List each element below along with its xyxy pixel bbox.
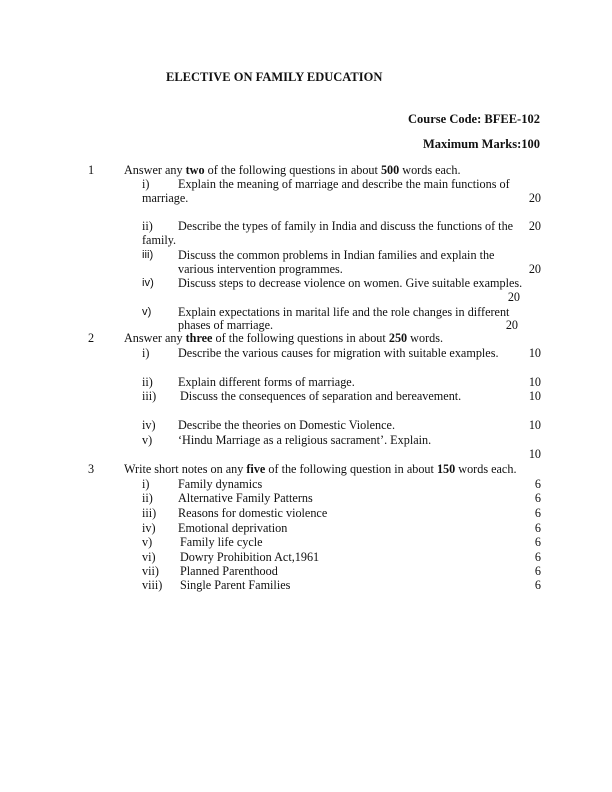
document-title: ELECTIVE ON FAMILY EDUCATION (166, 70, 383, 84)
item-number: ii) (142, 491, 153, 505)
item-number: iv) (142, 418, 156, 432)
item-marks: 6 (534, 477, 541, 491)
question-instruction (124, 163, 461, 177)
item-number: v) (142, 306, 152, 318)
instruction-word-count: 250 (388, 331, 408, 345)
item-number: iii) (142, 389, 157, 403)
item-marks: 6 (534, 491, 541, 505)
item-number: i) (142, 346, 150, 360)
item-text: Planned Parenthood (180, 564, 278, 578)
item-text: Family dynamics (178, 477, 263, 491)
item-number: iii) (142, 249, 154, 261)
item-marks: 6 (534, 564, 541, 578)
instruction-text: Write short notes on any (124, 462, 247, 476)
question-number: 2 (88, 331, 95, 345)
item-marks: 10 (528, 375, 541, 389)
item-marks: 10 (528, 389, 541, 403)
item-marks: 20 (528, 262, 541, 276)
item-marks: 20 (528, 191, 541, 205)
instruction-text: words. (407, 331, 444, 345)
item-number: iii) (142, 506, 157, 520)
item-marks: 6 (534, 550, 541, 564)
instruction-count: two (185, 163, 205, 177)
item-text-continued: various intervention programmes. (178, 262, 343, 276)
item-text: Family life cycle (180, 535, 263, 549)
maximum-marks: Maximum Marks:100 (423, 137, 540, 151)
course-code: Course Code: BFEE-102 (408, 112, 540, 126)
item-number: v) (142, 535, 153, 549)
item-text: Discuss steps to decrease violence on women. Give suitable examples. (178, 276, 523, 290)
item-number: i) (142, 477, 150, 491)
item-number: viii) (142, 578, 163, 592)
item-number: ii) (142, 375, 153, 389)
question-instruction (124, 331, 443, 345)
question-number: 1 (88, 163, 95, 177)
item-marks: 6 (534, 535, 541, 549)
instruction-count: five (246, 462, 266, 476)
item-text: Dowry Prohibition Act,1961 (180, 550, 320, 564)
item-marks: 10 (528, 447, 541, 461)
item-text-continued: family. (142, 233, 177, 247)
instruction-text: Answer any (124, 163, 186, 177)
instruction-text: of the following questions in about (204, 163, 381, 177)
item-marks: 10 (528, 346, 541, 360)
item-text: Single Parent Families (180, 578, 291, 592)
instruction-text: words each. (455, 462, 517, 476)
instruction-text: of the following questions in about (212, 331, 389, 345)
item-marks: 6 (534, 521, 541, 535)
item-number: iv) (142, 277, 154, 289)
instruction-word-count: 500 (380, 163, 400, 177)
item-text: Reasons for domestic violence (178, 506, 328, 520)
item-marks: 6 (534, 578, 541, 592)
item-text-continued: marriage. (142, 191, 189, 205)
item-text: Describe the various causes for migration with suitable examples. (178, 346, 499, 360)
item-text: Describe the types of family in India and discuss the functions of the (178, 219, 514, 233)
item-number: i) (142, 177, 150, 191)
instruction-text: of the following question in about (265, 462, 437, 476)
item-marks: 6 (534, 506, 541, 520)
item-number: v) (142, 433, 153, 447)
item-text: Explain different forms of marriage. (178, 375, 355, 389)
item-number: vi) (142, 550, 156, 564)
item-text: Alternative Family Patterns (178, 491, 313, 505)
instruction-text: Answer any (124, 331, 186, 345)
item-text: Explain the meaning of marriage and describe the main functions of (178, 177, 510, 191)
item-marks: 20 (505, 318, 518, 332)
instruction-count: three (185, 331, 213, 345)
item-number: vii) (142, 564, 159, 578)
item-text: ‘Hindu Marriage as a religious sacrament’. Explain. (178, 433, 432, 447)
item-text: Discuss the common problems in Indian families and explain the (178, 248, 495, 262)
item-marks: 10 (528, 418, 541, 432)
instruction-word-count: 150 (436, 462, 456, 476)
item-number: ii) (142, 219, 153, 233)
item-text-continued: phases of marriage. (178, 318, 274, 332)
item-number: iv) (142, 521, 156, 535)
question-instruction (124, 462, 517, 476)
question-number: 3 (88, 462, 95, 476)
item-text: Discuss the consequences of separation and bereavement. (180, 389, 462, 403)
instruction-text: words each. (399, 163, 461, 177)
item-marks: 20 (507, 290, 520, 304)
item-marks: 20 (528, 219, 541, 233)
item-text: Explain expectations in marital life and the role changes in different (178, 305, 510, 319)
item-text: Describe the theories on Domestic Violence. (178, 418, 395, 432)
item-text: Emotional deprivation (178, 521, 288, 535)
